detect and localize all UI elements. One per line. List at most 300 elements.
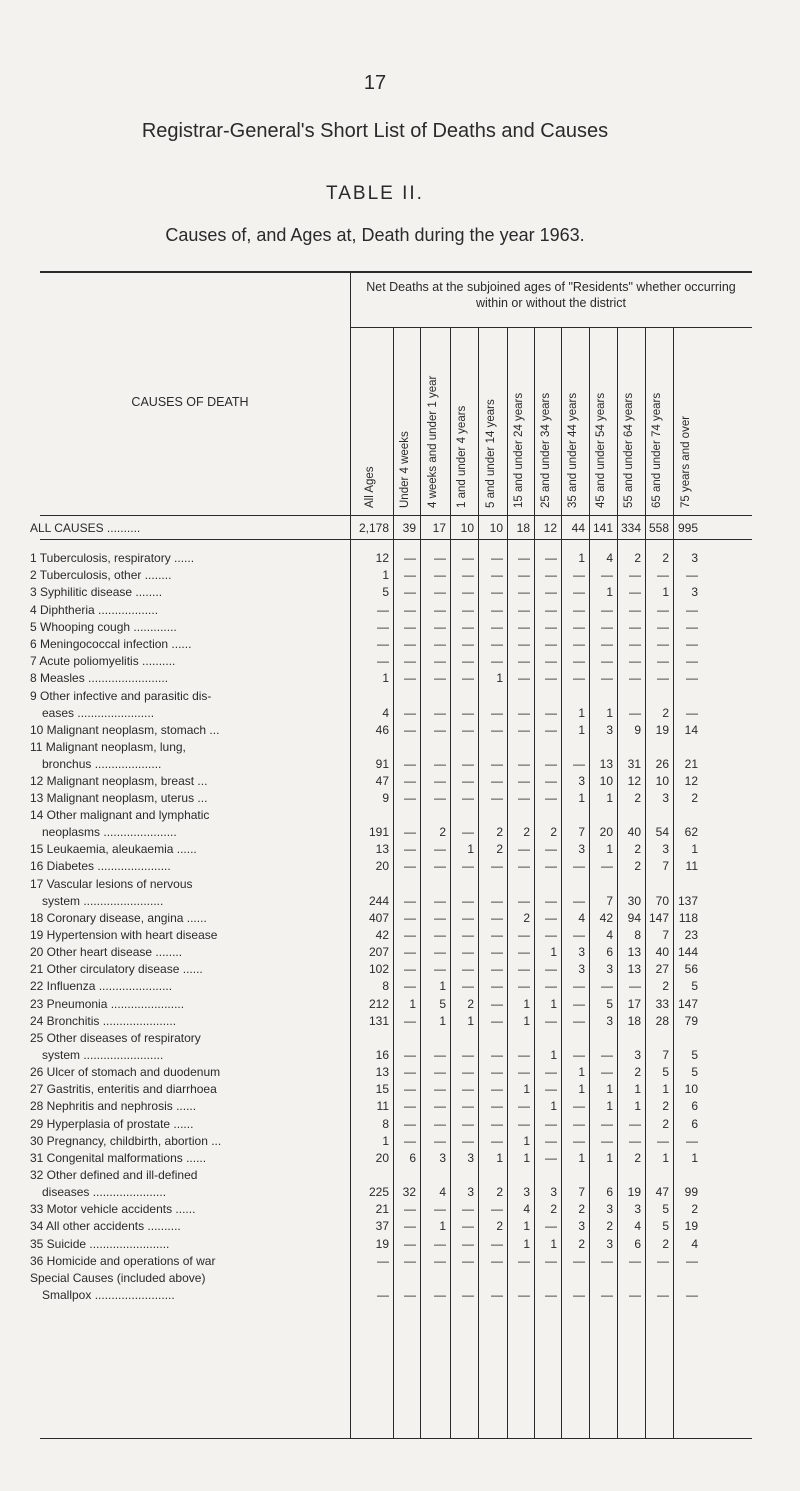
cell-value: — — [657, 619, 669, 634]
cell-value: 1 — [550, 996, 557, 1011]
causes-header: CAUSES OF DEATH — [131, 395, 249, 409]
cell-value: — — [657, 1288, 669, 1302]
cell-value: 10 — [460, 521, 474, 535]
cell-value: 1 — [523, 1151, 530, 1165]
cell-value: 3 — [467, 1151, 474, 1165]
cell-value: 2 — [496, 1185, 503, 1200]
cell-value: — — [491, 996, 503, 1011]
cell-value: 5 — [606, 996, 613, 1011]
cell-value: 1 — [409, 996, 416, 1011]
cell-value: — — [404, 722, 416, 737]
table-row — [0, 874, 760, 908]
cell-value: — — [404, 945, 416, 959]
cell-value: — — [545, 602, 557, 617]
cell-value: — — [573, 1116, 585, 1131]
cell-value: 13 — [627, 945, 641, 959]
cell-value: — — [518, 962, 530, 977]
cell-value: 27 — [655, 962, 669, 977]
cell-value: — — [491, 1065, 503, 1079]
cell-value: 19 — [627, 1185, 641, 1200]
cell-value: 1 — [606, 791, 613, 805]
cell-value: 91 — [375, 756, 389, 771]
cell-value: 7 — [662, 1048, 669, 1062]
cell-value: — — [404, 1116, 416, 1131]
cell-value: 19 — [375, 1236, 389, 1251]
cell-value: — — [545, 1219, 557, 1234]
cause-label: 22 Influenza ...................... — [30, 979, 173, 994]
cell-value: — — [462, 568, 474, 583]
cell-value: — — [404, 773, 416, 788]
cell-value: — — [518, 1065, 530, 1079]
cell-value: — — [434, 654, 446, 669]
cell-value: 558 — [648, 521, 669, 535]
cell-value: — — [545, 910, 557, 925]
cell-value: — — [518, 585, 530, 600]
cell-value: — — [629, 671, 641, 686]
cause-label: 20 Other heart disease ........ — [30, 945, 183, 959]
cell-value: — — [377, 637, 389, 651]
cell-value: — — [518, 602, 530, 617]
cell-value: — — [518, 1099, 530, 1114]
cell-value: — — [491, 979, 503, 994]
cell-value: 1 — [496, 671, 503, 686]
cell-value: — — [573, 1288, 585, 1302]
cell-value: 4 — [439, 1185, 446, 1200]
cell-value: 40 — [627, 825, 641, 840]
cell-value: — — [462, 722, 474, 737]
cell-value: — — [545, 551, 557, 565]
cell-value: 99 — [684, 1185, 698, 1200]
cell-value: 6 — [691, 1116, 698, 1131]
cell-value: — — [629, 637, 641, 651]
cause-label: 11 Malignant neoplasm, lung, — [30, 739, 186, 754]
cell-value: 147 — [648, 910, 669, 925]
cause-label: Special Causes (included above) — [30, 1271, 206, 1285]
cell-value: — — [545, 1082, 557, 1097]
cell-value: 3 — [691, 585, 698, 600]
cell-value: — — [434, 1116, 446, 1131]
cause-label: 21 Other circulatory disease ...... — [30, 962, 203, 977]
cell-value: — — [404, 1253, 416, 1268]
cell-value: 1 — [691, 842, 698, 857]
column-header: 65 and under 74 years — [651, 392, 663, 508]
cell-value: — — [686, 671, 698, 686]
cell-value: — — [686, 568, 698, 583]
cell-value: 14 — [684, 722, 698, 737]
cell-value: — — [601, 654, 613, 669]
cell-value: 137 — [677, 893, 698, 908]
cell-value: 1 — [606, 1099, 613, 1114]
cell-value: 1 — [439, 1219, 446, 1234]
cell-value: — — [573, 756, 585, 771]
cell-value: — — [518, 927, 530, 942]
cell-value: 1 — [467, 1013, 474, 1028]
cell-value: 3 — [691, 551, 698, 565]
cell-value: — — [462, 825, 474, 840]
cell-value: — — [545, 773, 557, 788]
cell-value: — — [491, 722, 503, 737]
cell-value: — — [545, 1253, 557, 1268]
cell-value: — — [573, 1048, 585, 1062]
cell-value: 2 — [691, 791, 698, 805]
cell-value: 17 — [627, 996, 641, 1011]
cell-value: — — [462, 962, 474, 977]
cell-value: — — [573, 585, 585, 600]
cell-value: 17 — [432, 521, 446, 535]
cell-value: 39 — [402, 521, 416, 535]
cell-value: 1 — [523, 1082, 530, 1097]
cell-value: — — [491, 1133, 503, 1148]
cell-value: — — [491, 654, 503, 669]
cell-value: — — [573, 996, 585, 1011]
cell-value: — — [545, 962, 557, 977]
cell-value: — — [601, 671, 613, 686]
cell-value: — — [404, 962, 416, 977]
cell-value: 94 — [627, 910, 641, 925]
group-header-rule — [350, 327, 752, 328]
cell-value: 244 — [368, 893, 389, 908]
cell-value: — — [629, 1288, 641, 1302]
cell-value: — — [545, 842, 557, 857]
table-row — [0, 1028, 760, 1062]
cell-value: 18 — [627, 1013, 641, 1028]
cell-value: 2 — [496, 1219, 503, 1234]
cell-value: 1 — [550, 1099, 557, 1114]
cell-value: 1 — [523, 1219, 530, 1234]
cell-value: 3 — [634, 1202, 641, 1217]
cell-value: — — [518, 859, 530, 874]
cell-value: 8 — [382, 979, 389, 994]
cell-value: — — [462, 1133, 474, 1148]
cell-value: — — [601, 568, 613, 583]
cell-value: 1 — [382, 568, 389, 583]
cell-value: — — [573, 1133, 585, 1148]
cell-value: — — [377, 1288, 389, 1302]
cell-value: 225 — [368, 1185, 389, 1200]
cell-value: 7 — [606, 893, 613, 908]
cause-label: 28 Nephritis and nephrosis ...... — [30, 1099, 197, 1114]
cell-value: 10 — [489, 521, 503, 535]
cell-value: 2 — [578, 1236, 585, 1251]
cell-value: — — [491, 1253, 503, 1268]
cell-value: 6 — [409, 1151, 416, 1165]
cell-value: 1 — [467, 842, 474, 857]
cell-value: 1 — [523, 1013, 530, 1028]
cell-value: — — [434, 927, 446, 942]
cell-value: — — [686, 1253, 698, 1268]
cell-value: 2 — [662, 705, 669, 720]
cell-value: — — [434, 859, 446, 874]
cell-value: — — [491, 1236, 503, 1251]
cell-value: — — [601, 1133, 613, 1148]
cell-value: — — [518, 705, 530, 720]
cell-value: — — [545, 705, 557, 720]
cause-label-continued: diseases ...................... — [42, 1185, 167, 1200]
cause-label: 2 Tuberculosis, other ........ — [30, 568, 172, 583]
cell-value: 2 — [662, 1236, 669, 1251]
cell-value: — — [404, 1288, 416, 1302]
cell-value: 47 — [655, 1185, 669, 1200]
cell-value: 9 — [634, 722, 641, 737]
cell-value: 2 — [691, 1202, 698, 1217]
cell-value: 13 — [375, 842, 389, 857]
cell-value: 44 — [571, 521, 585, 535]
cell-value: — — [404, 927, 416, 942]
cause-label-continued: system ........................ — [42, 1048, 164, 1062]
cell-value: — — [573, 671, 585, 686]
cell-value: — — [434, 671, 446, 686]
cell-value: — — [545, 1288, 557, 1302]
cell-value: 4 — [578, 910, 585, 925]
cause-label: ALL CAUSES .......... — [30, 521, 141, 535]
cell-value: 1 — [550, 945, 557, 959]
cell-value: — — [404, 1219, 416, 1234]
cell-value: — — [545, 1116, 557, 1131]
cell-value: — — [404, 756, 416, 771]
cause-label: 19 Hypertension with heart disease — [30, 927, 218, 942]
cell-value: 20 — [375, 859, 389, 874]
cell-value: — — [657, 1133, 669, 1148]
cell-value: — — [404, 842, 416, 857]
cell-value: — — [545, 568, 557, 583]
cell-value: — — [545, 756, 557, 771]
cell-value: 2 — [662, 551, 669, 565]
cell-value: — — [491, 637, 503, 651]
cell-value: — — [377, 654, 389, 669]
cell-value: 5 — [439, 996, 446, 1011]
cell-value: 32 — [402, 1185, 416, 1200]
cell-value: 1 — [634, 1099, 641, 1114]
cell-value: 19 — [684, 1219, 698, 1234]
cell-value: — — [434, 637, 446, 651]
cell-value: — — [404, 1013, 416, 1028]
cell-value: — — [601, 619, 613, 634]
cell-value: 1 — [691, 1151, 698, 1165]
cell-value: — — [601, 1288, 613, 1302]
cell-value: — — [434, 773, 446, 788]
cell-value: — — [404, 1065, 416, 1079]
cell-value: 2 — [439, 825, 446, 840]
table-title: TABLE II. — [326, 183, 424, 204]
cell-value: 42 — [599, 910, 613, 925]
cell-value: 2 — [634, 859, 641, 874]
cause-label: 3 Syphilitic disease ........ — [30, 585, 163, 600]
cell-value: 2 — [662, 1099, 669, 1114]
cell-value: — — [491, 1288, 503, 1302]
cause-label: 12 Malignant neoplasm, breast ... — [30, 773, 208, 788]
cell-value: — — [686, 654, 698, 669]
cell-value: 20 — [375, 1151, 389, 1165]
cell-value: 118 — [678, 910, 698, 925]
cause-label: 29 Hyperplasia of prostate ...... — [30, 1116, 194, 1131]
cell-value: 4 — [382, 705, 389, 720]
cell-value: 1 — [523, 996, 530, 1011]
cell-value: — — [462, 791, 474, 805]
cell-value: — — [518, 654, 530, 669]
cell-value: — — [404, 1236, 416, 1251]
cell-value: 2 — [523, 825, 530, 840]
cell-value: — — [462, 637, 474, 651]
cell-value: 3 — [578, 945, 585, 959]
cell-value: — — [462, 910, 474, 925]
cell-value: 2 — [634, 1151, 641, 1165]
cell-value: — — [629, 705, 641, 720]
cause-label: 15 Leukaemia, aleukaemia ...... — [30, 842, 197, 857]
table-row — [0, 1268, 760, 1302]
cell-value: — — [377, 619, 389, 634]
cell-value: — — [491, 1082, 503, 1097]
cell-value: 334 — [620, 521, 641, 535]
cell-value: 2 — [634, 1065, 641, 1079]
cause-label: 9 Other infective and parasitic dis- — [30, 688, 212, 703]
cell-value: — — [601, 859, 613, 874]
cell-value: — — [462, 1116, 474, 1131]
cell-value: — — [404, 1082, 416, 1097]
cell-value: — — [462, 585, 474, 600]
cell-value: 10 — [684, 1082, 698, 1097]
cell-value: — — [545, 791, 557, 805]
cell-value: — — [434, 1082, 446, 1097]
cell-value: — — [404, 791, 416, 805]
cell-value: — — [491, 791, 503, 805]
cell-value: 8 — [634, 927, 641, 942]
cell-value: — — [518, 791, 530, 805]
cell-value: — — [491, 1116, 503, 1131]
cell-value: — — [434, 1099, 446, 1114]
cell-value: — — [629, 979, 641, 994]
cell-value: — — [545, 722, 557, 737]
cell-value: — — [434, 1048, 446, 1062]
cell-value: 30 — [627, 893, 641, 908]
cell-value: — — [462, 1236, 474, 1251]
cell-value: — — [657, 637, 669, 651]
cell-value: 9 — [382, 791, 389, 805]
cell-value: 1 — [634, 1082, 641, 1097]
cell-value: — — [404, 859, 416, 874]
cell-value: — — [573, 654, 585, 669]
cell-value: — — [686, 619, 698, 634]
cell-value: 1 — [496, 1151, 503, 1165]
cell-value: — — [518, 637, 530, 651]
cell-value: — — [518, 568, 530, 583]
cell-value: 47 — [375, 773, 389, 788]
table-top-rule — [40, 271, 752, 273]
cell-value: 2 — [634, 842, 641, 857]
cell-value: — — [462, 551, 474, 565]
cause-label: 31 Congenital malformations ...... — [30, 1151, 207, 1165]
cell-value: — — [686, 602, 698, 617]
cell-value: 1 — [382, 671, 389, 686]
cell-value: 3 — [550, 1185, 557, 1200]
cause-label: 13 Malignant neoplasm, uterus ... — [30, 791, 208, 805]
cell-value: — — [491, 1202, 503, 1217]
cell-value: — — [491, 1099, 503, 1114]
cell-value: — — [491, 705, 503, 720]
cell-value: — — [518, 1253, 530, 1268]
cell-value: 1 — [578, 722, 585, 737]
cell-value: — — [404, 619, 416, 634]
cell-value: — — [518, 979, 530, 994]
cell-value: 3 — [439, 1151, 446, 1165]
column-header: All Ages — [363, 466, 376, 508]
cell-value: — — [601, 602, 613, 617]
cell-value: — — [629, 654, 641, 669]
cell-value: — — [629, 1116, 641, 1131]
cell-value: — — [629, 585, 641, 600]
cell-value: — — [462, 893, 474, 908]
cell-value: — — [434, 756, 446, 771]
cell-value: 5 — [691, 979, 698, 994]
cell-value: — — [518, 551, 530, 565]
cell-value: — — [434, 1253, 446, 1268]
cell-value: — — [545, 893, 557, 908]
cell-value: 28 — [655, 1013, 669, 1028]
column-header: 75 years and over — [679, 415, 692, 508]
cell-value: — — [657, 568, 669, 583]
cell-value: — — [491, 1048, 503, 1062]
cell-value: 144 — [677, 945, 698, 959]
cell-value: 12 — [627, 773, 641, 788]
cause-label: 10 Malignant neoplasm, stomach ... — [30, 722, 220, 737]
group-header-label: Net Deaths at the subjoined ages of "Residents" whether occurring within or without the district — [366, 280, 736, 310]
cell-value: — — [601, 1116, 613, 1131]
cell-value: 1 — [382, 1133, 389, 1148]
cell-value: — — [518, 722, 530, 737]
cell-value: 1 — [578, 791, 585, 805]
all-causes-row — [0, 518, 760, 538]
cell-value: — — [518, 945, 530, 959]
cell-value: — — [518, 842, 530, 857]
cause-label: 30 Pregnancy, childbirth, abortion ... — [30, 1133, 222, 1148]
cell-value: — — [573, 637, 585, 651]
cause-label: 6 Meningococcal infection ...... — [30, 637, 192, 651]
cell-value: 102 — [368, 962, 389, 977]
table-row — [0, 805, 760, 840]
cell-value: — — [462, 602, 474, 617]
cell-value: 3 — [634, 1048, 641, 1062]
cell-value: 5 — [382, 585, 389, 600]
cell-value: 11 — [685, 859, 698, 874]
cell-value: 3 — [578, 1219, 585, 1234]
cell-value: 2 — [496, 842, 503, 857]
cause-label-continued: system ........................ — [42, 893, 164, 908]
cell-value: — — [573, 602, 585, 617]
cell-value: 6 — [606, 945, 613, 959]
cell-value: — — [491, 927, 503, 942]
cell-value: — — [491, 602, 503, 617]
column-header: 15 and under 24 years — [512, 392, 525, 508]
cell-value: — — [434, 791, 446, 805]
cell-value: 3 — [606, 962, 613, 977]
cell-value: — — [601, 1253, 613, 1268]
column-header: 1 and under 4 years — [456, 405, 468, 508]
cell-value: — — [629, 1253, 641, 1268]
cell-value: — — [462, 773, 474, 788]
cell-value: 3 — [606, 1202, 613, 1217]
table-row — [0, 686, 760, 720]
cell-value: — — [434, 1133, 446, 1148]
cell-value: 191 — [368, 825, 389, 840]
column-header: 5 and under 14 years — [484, 399, 497, 508]
cell-value: 5 — [662, 1219, 669, 1234]
cell-value: — — [434, 1065, 446, 1079]
cell-value: 33 — [655, 996, 669, 1011]
cause-label: 25 Other diseases of respiratory — [30, 1031, 201, 1045]
cell-value: — — [404, 705, 416, 720]
cell-value: 1 — [662, 585, 669, 600]
cell-value: — — [518, 756, 530, 771]
cell-value: — — [601, 1048, 613, 1062]
